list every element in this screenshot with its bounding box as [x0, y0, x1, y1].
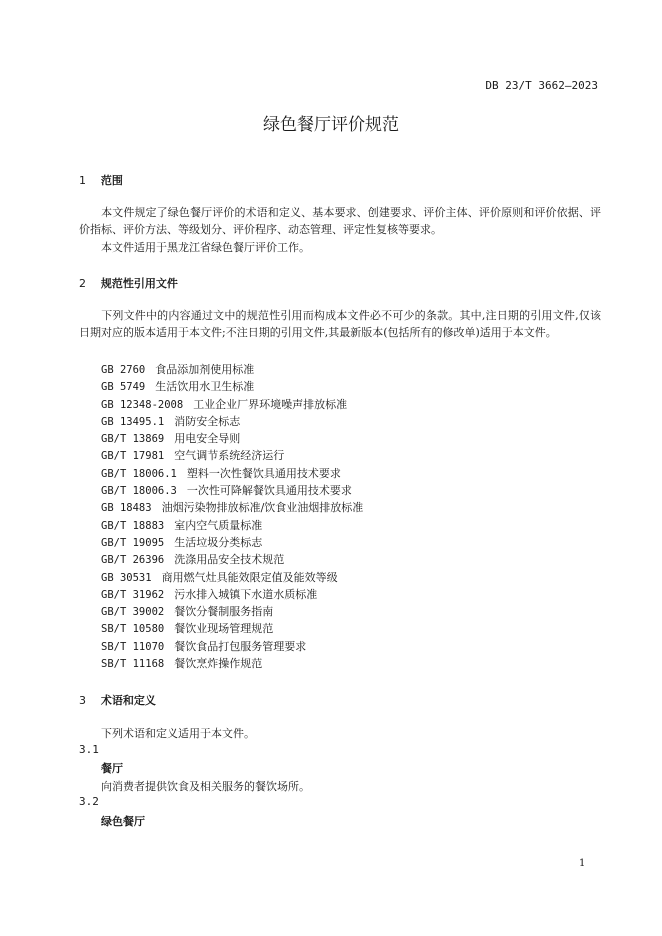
- reference-item: GB/T 18006.1 塑料一次性餐饮具通用技术要求: [101, 466, 341, 480]
- section-heading-terms: [79, 692, 156, 708]
- reference-item: GB/T 19095 生活垃圾分类标志: [101, 535, 263, 549]
- scope-paragraph: 本文件规定了绿色餐厅评价的术语和定义、基本要求、创建要求、评价主体、评价原则和评价依据、评价指标、评价方法、等级划分、评价程序、动态管理、评定性复核等要求。: [79, 206, 601, 236]
- reference-item: GB 30531 商用燃气灶具能效限定值及能效等级: [101, 570, 338, 584]
- section-heading-references: [79, 275, 178, 291]
- reference-item: SB/T 10580 餐饮业现场管理规范: [101, 622, 274, 636]
- section-number: 3: [79, 694, 86, 707]
- reference-item: GB/T 18006.3 一次性可降解餐饮具通用技术要求: [101, 484, 352, 498]
- section-number: 1: [79, 174, 86, 187]
- reference-item: GB/T 18883 室内空气质量标准: [101, 518, 263, 532]
- document-title: 绿色餐厅评价规范: [263, 115, 399, 135]
- reference-item: GB 18483 油烟污染物排放标准/饮食业油烟排放标准: [101, 501, 364, 515]
- reference-item: GB 12348-2008 工业企业厂界环境噪声排放标准: [101, 397, 348, 411]
- section-heading-scope: [79, 172, 123, 188]
- term-name: 餐厅: [101, 762, 123, 775]
- references-intro: 下列文件中的内容通过文中的规范性引用而构成本文件必不可少的条款。其中,注日期的引用文件,仅该日期对应的版本适用于本文件;不注日期的引用文件,其最新版本(包括所有的修改单)适用于本文件。: [79, 309, 601, 339]
- section-number: 2: [79, 277, 86, 290]
- reference-list: [101, 361, 363, 672]
- reference-item: GB 13495.1 消防安全标志: [101, 414, 241, 428]
- reference-item: GB 2760 食品添加剂使用标准: [101, 363, 255, 376]
- page-number: 1: [579, 858, 586, 869]
- reference-item: GB/T 13869 用电安全导则: [101, 432, 241, 446]
- term-number: 3.2: [79, 795, 99, 808]
- section-title: 规范性引用文件: [100, 277, 178, 290]
- term-definition: 向消费者提供饮食及相关服务的餐饮场所。: [101, 780, 310, 793]
- reference-item: SB/T 11168 餐饮烹炸操作规范: [101, 657, 263, 671]
- reference-item: SB/T 11070 餐饮食品打包服务管理要求: [101, 639, 307, 653]
- reference-item: GB/T 31962 污水排入城镇下水道水质标准: [101, 587, 318, 601]
- reference-item: GB/T 26396 洗涤用品安全技术规范: [101, 553, 285, 567]
- term-name: 绿色餐厅: [101, 815, 145, 828]
- reference-item: GB/T 17981 空气调节系统经济运行: [101, 449, 285, 463]
- reference-item: GB/T 39002 餐饮分餐制服务指南: [101, 605, 274, 619]
- section-title: 范围: [100, 174, 123, 187]
- terms-intro: 下列术语和定义适用于本文件。: [101, 727, 255, 740]
- reference-item: GB 5749 生活饮用水卫生标准: [101, 380, 255, 394]
- scope-applicability: 本文件适用于黑龙江省绿色餐厅评价工作。: [101, 241, 310, 254]
- standard-code: DB 23/T 3662—2023: [485, 79, 598, 92]
- term-number: 3.1: [79, 743, 99, 756]
- section-title: 术语和定义: [100, 694, 156, 707]
